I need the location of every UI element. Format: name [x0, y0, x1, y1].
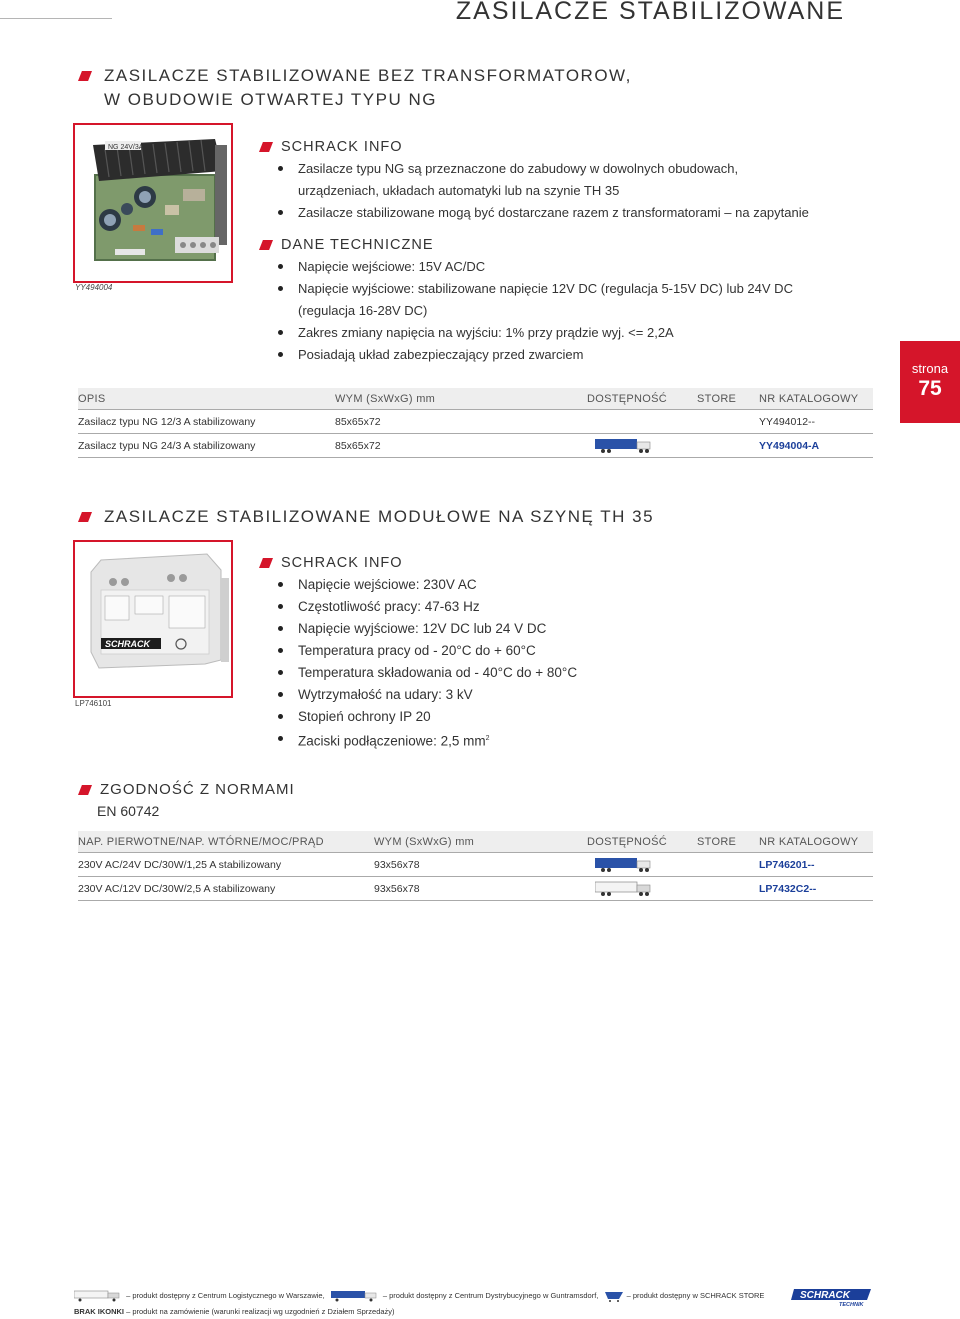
list-item: Wytrzymałość na udary: 3 kV	[277, 684, 837, 706]
list-item: Zakres zmiany napięcia na wyjściu: 1% przy prądzie wyj. <= 2,2A	[277, 322, 877, 344]
product-photo-modular	[73, 540, 233, 698]
list-item: Zaciski podłączeniowe: 2,5 $mm^2$	[277, 728, 837, 753]
section-ng-heading	[78, 64, 632, 112]
page-number-tab	[900, 341, 960, 423]
list-item: Częstotliwość pracy: 47-63 Hz	[277, 596, 837, 618]
products-table-modular	[78, 831, 873, 901]
logo-text: SCHRACK	[800, 1290, 850, 1301]
standards-heading: ZGODNOŚĆ Z NORMAMI	[78, 781, 295, 799]
legend-line	[74, 1290, 764, 1302]
col-store: STORE	[697, 836, 737, 848]
cell-catalog: YY494012--	[759, 416, 816, 428]
truck-blue-icon	[331, 1290, 381, 1302]
ng-board-image	[75, 125, 231, 281]
col-dim: WYM (SxWxG) mm	[374, 836, 475, 848]
tech-data-heading: DANE TECHNICZNE	[259, 236, 434, 254]
truck-white-icon	[595, 881, 653, 897]
page-title: ZASILACZE STABILIZOWANE	[455, 0, 845, 25]
product-photo-ng	[73, 123, 233, 283]
legend-line	[74, 1307, 395, 1316]
list-item: Zasilacze typu NG są przeznaczone do zabudowy w dowolnych obudowach, urządzeniach, układach automatyki lub na szynie TH 35	[277, 158, 877, 202]
list-item: Zasilacze stabilizowane mogą być dostarczane razem z transformatorami – na zapytanie	[277, 202, 877, 224]
svg-text:NG 24V/3A: NG 24V/3A	[108, 144, 144, 151]
list-item: Napięcie wejściowe: 15V AC/DC	[277, 256, 877, 278]
photo-code-ng: YY494004	[75, 283, 113, 292]
col-desc: OPIS	[78, 393, 106, 405]
no-icon-label: BRAK IKONKI	[74, 1307, 124, 1316]
table-header	[78, 388, 873, 410]
section-ng-heading-line2: W OBUDOWIE OTWARTEJ TYPU NG	[104, 90, 437, 109]
top-rule	[0, 18, 112, 19]
list-item: Stopień ochrony IP 20	[277, 706, 837, 728]
table-row	[78, 853, 873, 877]
photo-code-modular: LP746101	[75, 699, 112, 708]
truck-blue-icon	[595, 857, 653, 873]
cell-dim: 93x56x78	[374, 883, 420, 895]
col-availability: DOSTĘPNOŚĆ	[587, 836, 668, 848]
no-icon-text: – produkt na zamówienie (warunki realizacji wg uzgodnień z Działem Sprzedaży)	[124, 1307, 395, 1316]
section-ng-heading-line1: ZASILACZE STABILIZOWANE BEZ TRANSFORMATOROW,	[104, 66, 632, 85]
cell-desc: Zasilacz typu NG 12/3 A stabilizowany	[78, 416, 256, 428]
col-catalog: NR KATALOGOWY	[759, 836, 859, 848]
superscript: 2	[485, 735, 490, 742]
photo-brand-label: SCHRACK	[105, 639, 150, 649]
cell-desc: 230V AC/24V DC/30W/1,25 A stabilizowany	[78, 859, 282, 871]
list-item: Temperatura składowania od - 40°C do + 80°C	[277, 662, 837, 684]
list-item: Napięcie wyjściowe: 12V DC lub 24 V DC	[277, 618, 837, 640]
col-catalog: NR KATALOGOWY	[759, 393, 859, 405]
logo-subtext: TECHNIK	[839, 1302, 864, 1307]
products-table-ng	[78, 388, 873, 458]
schrack-info-heading: SCHRACK INFO	[259, 138, 403, 156]
standard-value: EN 60742	[97, 803, 160, 819]
modular-info-list	[277, 574, 837, 753]
list-item: Napięcie wyjściowe: stabilizowane napięcie 12V DC (regulacja 5-15V DC) lub 24V DC (regulacja 16-28V DC)	[277, 278, 877, 322]
table-row	[78, 877, 873, 901]
col-desc: NAP. PIERWOTNE/NAP. WTÓRNE/MOC/PRĄD	[78, 836, 324, 848]
catalog-link[interactable]: LP7432C2--	[759, 883, 817, 895]
col-store: STORE	[697, 393, 737, 405]
section-modular-heading: ZASILACZE STABILIZOWANE MODUŁOWE NA SZYNĘ TH 35	[78, 505, 654, 529]
list-item: Posiadają układ zabezpieczający przed zwarciem	[277, 344, 877, 366]
schrack-info-heading-2: SCHRACK INFO	[259, 554, 403, 572]
list-item: Napięcie wejściowe: 230V AC	[277, 574, 837, 596]
list-item: Temperatura pracy od - 20°C do + 60°C	[277, 640, 837, 662]
schrack-logo	[791, 1287, 873, 1307]
legend-store: – produkt dostępny w SCHRACK STORE	[626, 1290, 765, 1300]
legend-warsaw: – produkt dostępny z Centrum Logistycznego w Warszawie,	[126, 1290, 325, 1300]
tech-data-list	[277, 256, 877, 366]
table-row	[78, 434, 873, 458]
legend-guntramsdorf: – produkt dostępny z Centrum Dystrybucyjnego w Guntramsdorf,	[382, 1290, 599, 1300]
cell-dim: 93x56x78	[374, 859, 420, 871]
catalog-link[interactable]: YY494004-A	[759, 440, 820, 452]
truck-blue-icon	[595, 438, 653, 454]
cell-desc: Zasilacz typu NG 24/3 A stabilizowany	[78, 440, 256, 452]
store-cart-icon	[604, 1290, 624, 1302]
schrack-info-list	[277, 158, 877, 224]
table-header	[78, 831, 873, 853]
table-row	[78, 410, 873, 434]
din-module-image	[75, 542, 231, 696]
col-availability: DOSTĘPNOŚĆ	[587, 393, 668, 405]
cell-dim: 85x65x72	[335, 416, 381, 428]
truck-white-icon	[74, 1290, 124, 1302]
col-dim: WYM (SxWxG) mm	[335, 393, 436, 405]
page-label: strona	[911, 361, 949, 376]
catalog-link[interactable]: LP746201--	[759, 859, 815, 871]
cell-desc: 230V AC/12V DC/30W/2,5 A stabilizowany	[78, 883, 276, 895]
cell-dim: 85x65x72	[335, 440, 381, 452]
page-number: 75	[918, 377, 942, 400]
